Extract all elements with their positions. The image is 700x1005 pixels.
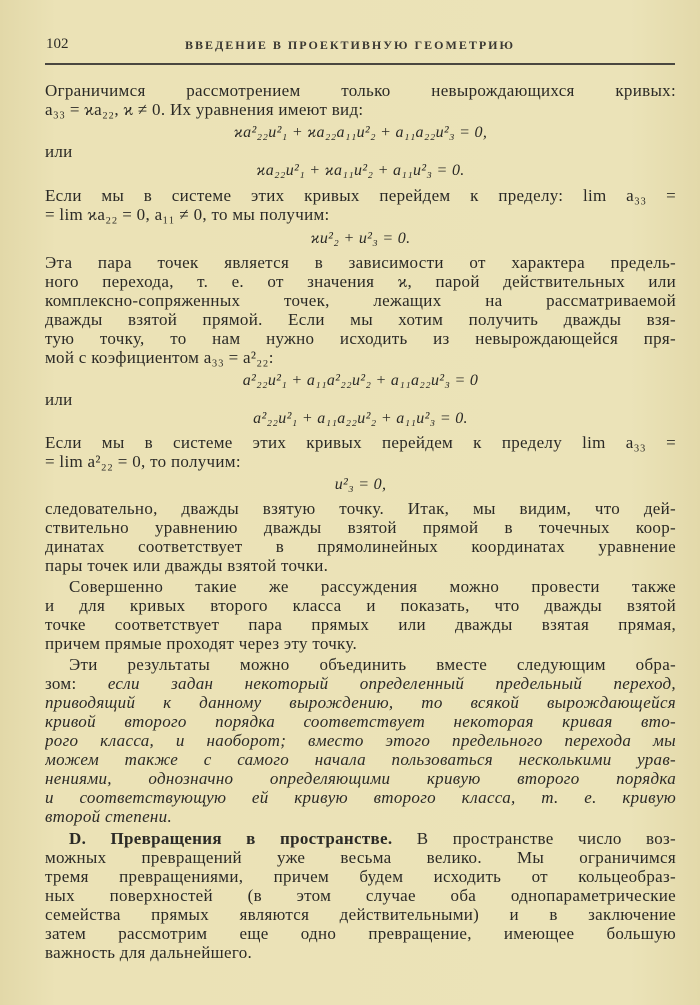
text-line — [45, 674, 676, 693]
formula-line — [45, 229, 676, 248]
text-line — [45, 291, 676, 310]
text-line — [45, 518, 676, 537]
formula-line — [45, 475, 676, 494]
text-segment: причем прямые проходят через эту точку. — [45, 634, 358, 653]
text-segment: динатах соответствует в прямолинейных координатах уравнение — [45, 537, 676, 556]
text-line — [45, 537, 676, 556]
text-line — [45, 905, 676, 924]
text-line — [45, 390, 676, 409]
text-line — [45, 596, 676, 615]
header-rule — [45, 63, 675, 65]
text-segment: ϰu²₂ + u²₃ = 0. — [310, 230, 411, 247]
text-segment: или — [45, 390, 73, 409]
text-line — [45, 329, 676, 348]
text-line — [45, 731, 676, 750]
text-line — [45, 142, 676, 161]
text-line — [45, 499, 676, 518]
formula-line — [45, 409, 676, 428]
text-segment: тую точку, то нам нужно исходить из невырождающейся пря- — [45, 329, 676, 348]
text-segment: ϰa²₂₂u²₁ + ϰa₂₂a₁₁u²₂ + a₁₁a₂₂u²₃ = 0, — [233, 124, 488, 141]
text-segment: = lim a²₂₂ = 0, то получим: — [45, 452, 241, 471]
text-segment: точке соответствует пара прямых или дважды взятая прямая, — [45, 615, 676, 634]
text-line — [45, 253, 676, 272]
text-line — [45, 712, 676, 731]
text-segment: ϰa₂₂u²₁ + ϰa₁₁u²₂ + a₁₁u²₃ = 0. — [256, 162, 465, 179]
text-line — [45, 310, 676, 329]
text-line — [45, 186, 676, 205]
italic-text: кривой второго порядка соответствует некоторая кривая вто- — [45, 712, 676, 731]
text-segment: = lim ϰa₂₂ = 0, a₁₁ ≠ 0, то мы получим: — [45, 205, 330, 224]
text-segment: Эта пара точек является в зависимости от характера предель- — [45, 253, 676, 272]
italic-text: приводящий к данному вырождению, то всякой вырождающейся — [45, 693, 676, 712]
text-segment: a²₂₂u²₁ + a₁₁a₂₂u²₂ + a₁₁u²₃ = 0. — [253, 410, 468, 427]
text-line — [45, 577, 676, 596]
text-line — [45, 556, 676, 575]
text-segment: Совершенно такие же рассуждения можно провести также — [69, 577, 676, 596]
italic-text: если задан некоторый определенный предельный переход, — [107, 674, 676, 693]
text-line — [45, 788, 676, 807]
italic-text: можем также с самого начала пользоваться несколькими урав- — [45, 750, 676, 769]
text-segment: следовательно, дважды взятую точку. Итак, мы видим, что дей- — [45, 499, 676, 518]
text-line — [45, 615, 676, 634]
text-segment: комплексно-сопряженных точек, лежащих на рассматриваемой — [45, 291, 676, 310]
text-line — [45, 272, 676, 291]
running-title: ВВЕДЕНИЕ В ПРОЕКТИВНУЮ ГЕОМЕТРИЮ — [184, 38, 516, 52]
italic-text: рого класса, и наоборот; вместо этого предельного перехода мы — [45, 731, 676, 750]
text-line — [45, 924, 676, 943]
text-line — [45, 100, 676, 119]
text-segment: или — [45, 142, 73, 161]
page-number: 102 — [46, 36, 69, 52]
text-line — [45, 807, 676, 826]
text-line — [45, 848, 676, 867]
italic-text: нениями, однозначно определяющими кривую второго порядка — [45, 769, 676, 788]
text-segment: ствительно уравнению дважды взятой прямой в точечных коор- — [45, 518, 676, 537]
text-segment: зом: — [45, 674, 108, 693]
text-segment: Если мы в системе этих кривых перейдем к пределу: lim a₃₃ = — [45, 186, 676, 205]
text-segment: затем рассмотрим еще одно превращение, имеющее большую — [45, 924, 676, 943]
italic-text: и соответствующую ей кривую второго класса, т. е. кривую — [45, 788, 676, 807]
text-line — [45, 750, 676, 769]
text-line — [45, 452, 676, 471]
text-segment: мой с коэфициентом a₃₃ = a²₂₂: — [45, 348, 274, 367]
text-line — [45, 81, 676, 100]
section-heading: D. Превращения в пространстве. — [69, 829, 393, 848]
text-line — [45, 943, 676, 962]
text-segment: ных поверхностей (в этом случае оба однопараметрические — [45, 886, 676, 905]
text-segment: u²₃ = 0, — [334, 476, 387, 493]
text-line — [45, 348, 676, 367]
text-segment: a²₂₂u²₁ + a₁₁a²₂₂u²₂ + a₁₁a₂₂u²₃ = 0 — [242, 372, 479, 389]
text-segment: Эти результаты можно объединить вместе следующим обра- — [69, 655, 676, 674]
text-line — [45, 205, 676, 224]
text-segment: a₃₃ = ϰa₂₂, ϰ ≠ 0. Их уравнения имеют вид: — [45, 100, 364, 119]
text-segment: ного перехода, т. е. от значения ϰ, парой действительных или — [45, 272, 676, 291]
text-segment: В пространстве число воз- — [392, 829, 676, 848]
text-line — [45, 693, 676, 712]
text-segment: дважды взятой прямой. Если мы хотим получить дважды взя- — [45, 310, 676, 329]
text-line — [45, 634, 676, 653]
text-segment: важность для дальнейшего. — [45, 943, 253, 962]
text-segment: пары точек или дважды взятой точки. — [45, 556, 329, 575]
text-segment: можных превращений уже весьма велико. Мы ограничимся — [45, 848, 676, 867]
text-line — [45, 433, 676, 452]
text-segment: Если мы в системе этих кривых перейдем к пределу lim a₃₃ = — [45, 433, 676, 452]
text-segment: Ограничимся рассмотрением только невырождающихся кривых: — [45, 81, 676, 100]
formula-line — [45, 371, 676, 390]
text-line — [45, 769, 676, 788]
formula-line — [45, 123, 676, 142]
text-line — [45, 829, 676, 848]
text-line — [45, 867, 676, 886]
text-segment: семейства прямых являются действительными) и в заключение — [45, 905, 676, 924]
text-segment: и для кривых второго класса и показать, что дважды взятой — [45, 596, 676, 615]
text-line — [45, 886, 676, 905]
formula-line — [45, 161, 676, 180]
text-segment: тремя превращениями, причем будем исходить от кольцеобраз- — [45, 867, 676, 886]
text-line — [45, 655, 676, 674]
italic-text: второй степени. — [45, 807, 173, 826]
